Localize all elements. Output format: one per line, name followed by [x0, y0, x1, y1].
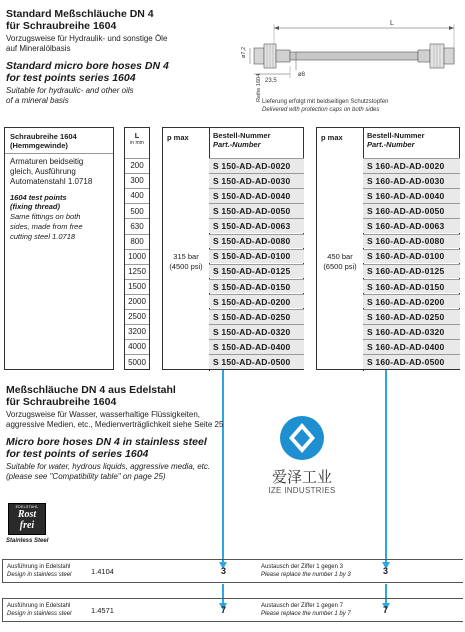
part-row — [209, 188, 304, 203]
drawing-note-de: Lieferung erfolgt mit beidseitigen Schutzstopfen — [262, 99, 389, 105]
part-number: S 150-AD-AD-0020 — [213, 160, 291, 171]
variant-1-replace — [261, 563, 351, 579]
part-row — [363, 264, 460, 279]
header — [6, 8, 236, 106]
variant-1-digit-a: 3 — [221, 566, 227, 576]
group1-order-en: Part.-Number — [213, 140, 261, 149]
part-number: S 150-AD-AD-0040 — [213, 190, 291, 201]
length-value: 1000 — [128, 251, 146, 261]
part-number: S 150-AD-AD-0400 — [213, 341, 291, 352]
part-row — [363, 203, 460, 218]
length-value: 200 — [130, 161, 144, 171]
part-row — [363, 218, 460, 233]
part-row — [363, 279, 460, 294]
length-value: 2000 — [128, 297, 146, 307]
group2-order-en: Part.-Number — [367, 140, 415, 149]
length-value: 5000 — [128, 357, 146, 367]
length-cell — [125, 294, 149, 309]
stainless-title-en-1: Micro bore hoses DN 4 in stainless steel — [6, 436, 207, 448]
series-desc-en-line: cutting steel 1.0718 — [10, 232, 76, 241]
part-number: S 160-AD-AD-0125 — [367, 266, 445, 277]
part-row — [209, 234, 304, 249]
part-number: S 150-AD-AD-0320 — [213, 326, 291, 337]
subtitle-en-2: of a mineral basis — [6, 96, 69, 105]
group1-rows — [209, 158, 304, 370]
part-number: S 150-AD-AD-0080 — [213, 236, 291, 247]
stainless-sub-de-2: aggressive Medien, etc., Medienverträglichkeit siehe Seite 25 — [6, 420, 224, 429]
length-value: 500 — [130, 206, 144, 216]
variant-1-code: 1.4104 — [91, 567, 114, 576]
part-number: S 160-AD-AD-0500 — [367, 357, 445, 368]
length-cell — [125, 264, 149, 279]
series-desc-de — [10, 157, 108, 187]
ize-logo-icon — [279, 415, 325, 461]
stainless-sub-en-2: (please see "Compatibility table" on page 25) — [6, 472, 166, 481]
part-number: S 150-AD-AD-0063 — [213, 221, 291, 232]
hose-drawing — [232, 14, 460, 104]
part-number: S 160-AD-AD-0040 — [367, 190, 445, 201]
variant-1-digit-b: 3 — [383, 566, 389, 576]
group1-pressure — [163, 252, 209, 272]
drawing-note-en: Delivered with protection caps on both sides — [262, 107, 380, 113]
part-row — [209, 249, 304, 264]
group2-order-header — [367, 131, 425, 149]
variant-1-label-de: Ausführung in Edelstahl — [7, 564, 71, 570]
length-header-unit: in mm — [130, 140, 144, 146]
variant-2-code: 1.4571 — [91, 606, 114, 615]
series-title-en-2: (fixing thread) — [10, 202, 60, 211]
variant-2-label-en: Design in stainless steel — [7, 611, 72, 617]
part-number: S 160-AD-AD-0030 — [367, 175, 445, 186]
series-desc-en-line: sides, made from free — [10, 222, 83, 231]
variant-2-label — [7, 602, 71, 618]
part-row — [209, 294, 304, 309]
length-value: 400 — [130, 191, 144, 201]
part-number: S 150-AD-AD-0030 — [213, 175, 291, 186]
dim-l: L — [390, 20, 394, 27]
part-number: S 160-AD-AD-0400 — [367, 341, 445, 352]
group1-order-header — [213, 131, 271, 149]
part-number: S 150-AD-AD-0250 — [213, 311, 291, 322]
part-number: S 160-AD-AD-0100 — [367, 251, 445, 262]
title-en-1: Standard micro bore hoses DN 4 — [6, 60, 169, 72]
part-row — [209, 173, 304, 188]
group1-pressure-psi: (4500 psi) — [169, 262, 203, 271]
variant-row-2 — [2, 598, 463, 622]
part-row — [209, 324, 304, 339]
length-header-l: L — [134, 131, 140, 140]
variant-1-label-en: Design in stainless steel — [7, 572, 72, 578]
stainless-section — [6, 384, 246, 482]
length-cell — [125, 218, 149, 233]
part-number: S 150-AD-AD-0150 — [213, 281, 291, 292]
variant-2-digit-b: 7 — [383, 605, 389, 615]
part-row — [363, 294, 460, 309]
variant-1-label — [7, 563, 71, 579]
group2-order-de: Bestell-Nummer — [367, 131, 425, 140]
dim-8: ø8 — [298, 72, 306, 78]
variant-row-1 — [2, 559, 463, 583]
part-number: S 160-AD-AD-0063 — [367, 221, 445, 232]
variant-2-replace — [261, 602, 351, 618]
part-row — [363, 173, 460, 188]
length-value: 300 — [130, 176, 144, 186]
part-number: S 150-AD-AD-0125 — [213, 266, 291, 277]
part-number: S 160-AD-AD-0250 — [367, 311, 445, 322]
part-number: S 160-AD-AD-0050 — [367, 206, 445, 217]
badge-caption: Stainless Steel — [6, 538, 49, 544]
length-value: 1500 — [128, 282, 146, 292]
part-number: S 160-AD-AD-0080 — [367, 236, 445, 247]
length-cell — [125, 279, 149, 294]
length-cell — [125, 158, 149, 173]
length-cell — [125, 249, 149, 264]
length-value: 2500 — [128, 312, 146, 322]
series-title-de: Schraubreihe 1604 — [10, 132, 77, 141]
variant-1-replace-de: Austausch der Ziffer 1 gegen 3 — [261, 564, 343, 570]
series-title-en: 1604 test points — [10, 193, 67, 202]
drawing-side-label: Reihe 1604 — [256, 73, 262, 102]
length-cell — [125, 173, 149, 188]
title-en-2: for test points series 1604 — [6, 72, 136, 84]
length-cell — [125, 234, 149, 249]
part-row — [363, 354, 460, 369]
length-value: 630 — [130, 221, 144, 231]
variant-2-digit-a: 7 — [221, 605, 227, 615]
part-row — [209, 354, 304, 369]
length-value: 3200 — [128, 327, 146, 337]
part-row — [209, 218, 304, 233]
part-row — [209, 279, 304, 294]
length-cell — [125, 309, 149, 324]
stainless-title-de-1: Meßschläuche DN 4 aus Edelstahl — [6, 384, 176, 396]
table-group-1 — [162, 127, 304, 370]
series-desc-en-line: Same fittings on both — [10, 212, 81, 221]
subtitle-en-1: Suitable for hydraulic- and other oils — [6, 86, 134, 95]
stainless-sub-en-1: Suitable for water, hydrous liquids, aggressive media, etc. — [6, 462, 211, 471]
group2-rows — [363, 158, 460, 370]
variant-2-replace-de: Austausch der Ziffer 1 gegen 7 — [261, 603, 343, 609]
part-number: S 150-AD-AD-0500 — [213, 357, 291, 368]
part-number: S 160-AD-AD-0320 — [367, 326, 445, 337]
group1-order-de: Bestell-Nummer — [213, 131, 271, 140]
length-column — [124, 127, 150, 370]
dim-d: ø7,2 — [241, 46, 247, 58]
series-desc-en — [10, 212, 108, 242]
badge-line-1: Rost — [17, 509, 37, 520]
part-row — [209, 264, 304, 279]
part-row — [209, 203, 304, 218]
part-row — [363, 188, 460, 203]
group1-pmax-header: p max — [167, 133, 189, 142]
badge-line-2: frei — [19, 520, 35, 531]
drawing-note — [262, 98, 462, 114]
variant-2-replace-en: Please replace the number 1 by 7 — [261, 611, 351, 617]
length-cell — [125, 354, 149, 369]
variant-2-label-de: Ausführung in Edelstahl — [7, 603, 71, 609]
series-desc-de-line: gleich, Ausführung — [10, 167, 76, 176]
series-desc-de-line: Armaturen beidseitig — [10, 157, 84, 166]
table-group-2 — [316, 127, 460, 370]
subtitle-de-2: auf Mineralölbasis — [6, 44, 71, 53]
length-header — [125, 128, 149, 158]
part-row — [363, 234, 460, 249]
part-row — [209, 309, 304, 324]
length-cell — [125, 203, 149, 218]
arrow-line-2 — [385, 370, 387, 564]
watermark-cn: 爱泽工业 — [271, 468, 332, 486]
length-cell — [125, 339, 149, 354]
part-row — [209, 158, 304, 173]
part-row — [363, 309, 460, 324]
badge-top-text: EDELSTAHL — [15, 505, 39, 509]
length-cell — [125, 324, 149, 339]
length-value: 4000 — [128, 342, 146, 352]
title-de-1: Standard Meßschläuche DN 4 — [6, 8, 154, 20]
part-row — [363, 158, 460, 173]
part-number: S 150-AD-AD-0100 — [213, 251, 291, 262]
variant-1-replace-en: Please replace the number 1 by 3 — [261, 572, 351, 578]
part-row — [363, 249, 460, 264]
stainless-sub-de-1: Vorzugsweise für Wasser, wasserhaltige Flüssigkeiten, — [6, 410, 201, 419]
part-row — [363, 339, 460, 354]
subtitle-de-1: Vorzugsweise für Hydraulik- und sonstige Öle — [6, 34, 168, 43]
series-desc-de-line: Automatenstahl 1.0718 — [10, 177, 93, 186]
group2-pressure — [317, 252, 363, 272]
length-value: 800 — [130, 236, 144, 246]
part-row — [209, 339, 304, 354]
series-title-de-2: (Hemmgewinde) — [10, 141, 68, 150]
group2-pmax-header: p max — [321, 133, 343, 142]
part-number: S 160-AD-AD-0200 — [367, 296, 445, 307]
watermark-en: IZE INDUSTRIES — [268, 486, 336, 495]
part-number: S 150-AD-AD-0050 — [213, 206, 291, 217]
length-value: 1250 — [128, 266, 146, 276]
stainless-title-en-2: for test points of series 1604 — [6, 448, 149, 460]
part-number: S 160-AD-AD-0020 — [367, 160, 445, 171]
part-row — [363, 324, 460, 339]
part-number: S 150-AD-AD-0200 — [213, 296, 291, 307]
rostfrei-badge — [8, 503, 46, 535]
title-de-2: für Schraubreihe 1604 — [6, 20, 117, 32]
group2-pressure-psi: (6500 psi) — [323, 262, 357, 271]
group2-pressure-bar: 450 bar — [327, 252, 353, 261]
group1-pressure-bar: 315 bar — [173, 252, 199, 261]
dim-235: 23,5 — [265, 78, 277, 84]
series-box — [4, 127, 114, 370]
part-number: S 160-AD-AD-0150 — [367, 281, 445, 292]
length-cell — [125, 188, 149, 203]
stainless-title-de-2: für Schraubreihe 1604 — [6, 396, 117, 408]
